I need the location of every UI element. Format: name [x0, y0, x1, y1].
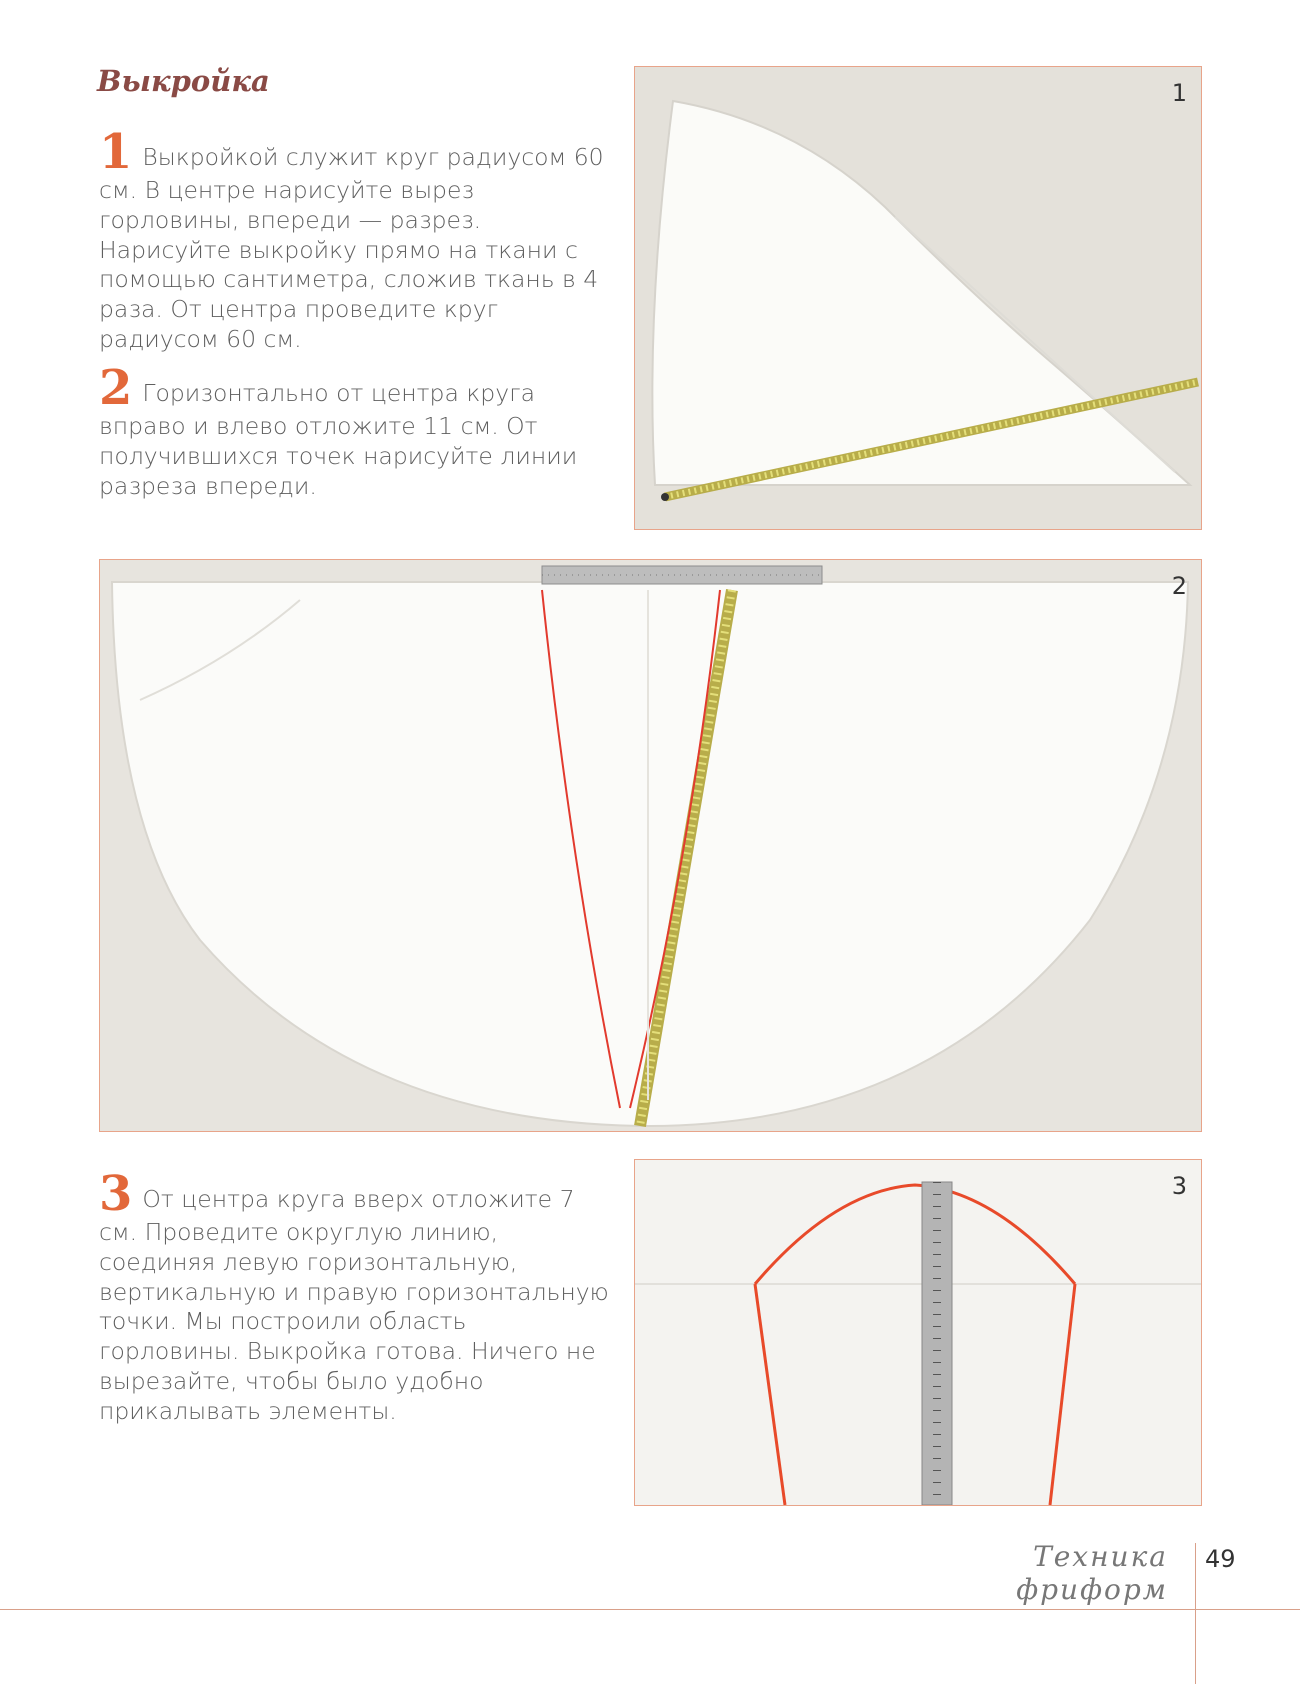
photo-1-label: 1: [1171, 79, 1187, 107]
step-1-number: 1: [99, 124, 133, 180]
page-heading: Выкройка: [97, 64, 270, 98]
photo-1-illustration: [635, 67, 1201, 529]
footer-divider-vertical: [1195, 1543, 1196, 1684]
step-3-text: От центра круга вверх отложите 7 см. Проведите округлую линию, соединяя левую горизонтальную, вертикальную и правую горизонтальную точки. Мы построили область горловины. Выкройка готова. Ничего не вырезайте, чтобы было удобно прикалывать элементы.: [99, 1185, 609, 1425]
footer-book-title: Техника фриформ: [1016, 1540, 1168, 1606]
photo-3-label: 3: [1171, 1172, 1187, 1200]
photo-3-illustration: [635, 1160, 1201, 1505]
step-2: [99, 360, 609, 501]
photo-2-half-circle: [99, 559, 1202, 1132]
photo-2-label: 2: [1171, 572, 1187, 600]
step-3-number: 3: [99, 1166, 133, 1222]
footer-rule: [0, 1609, 1300, 1610]
photo-1-folded-fabric: [634, 66, 1202, 530]
photo-2-illustration: [100, 560, 1201, 1131]
step-2-number: 2: [99, 360, 133, 416]
photo-3-neckline: [634, 1159, 1202, 1506]
step-1-text: Выкройкой служит круг радиусом 60 см. В центре нарисуйте вырез горловины, впереди — разрез. Нарисуйте выкройку прямо на ткани с помощью сантиметра, сложив ткань в 4 раза. От центра проведите круг радиусом 60 см.: [99, 143, 604, 353]
page-number: 49: [1205, 1545, 1236, 1573]
step-1: [99, 124, 609, 355]
step-2-text: Горизонтально от центра круга вправо и влево отложите 11 см. От получившихся точек нарисуйте линии разреза впереди.: [99, 379, 578, 500]
step-3: [99, 1166, 609, 1427]
